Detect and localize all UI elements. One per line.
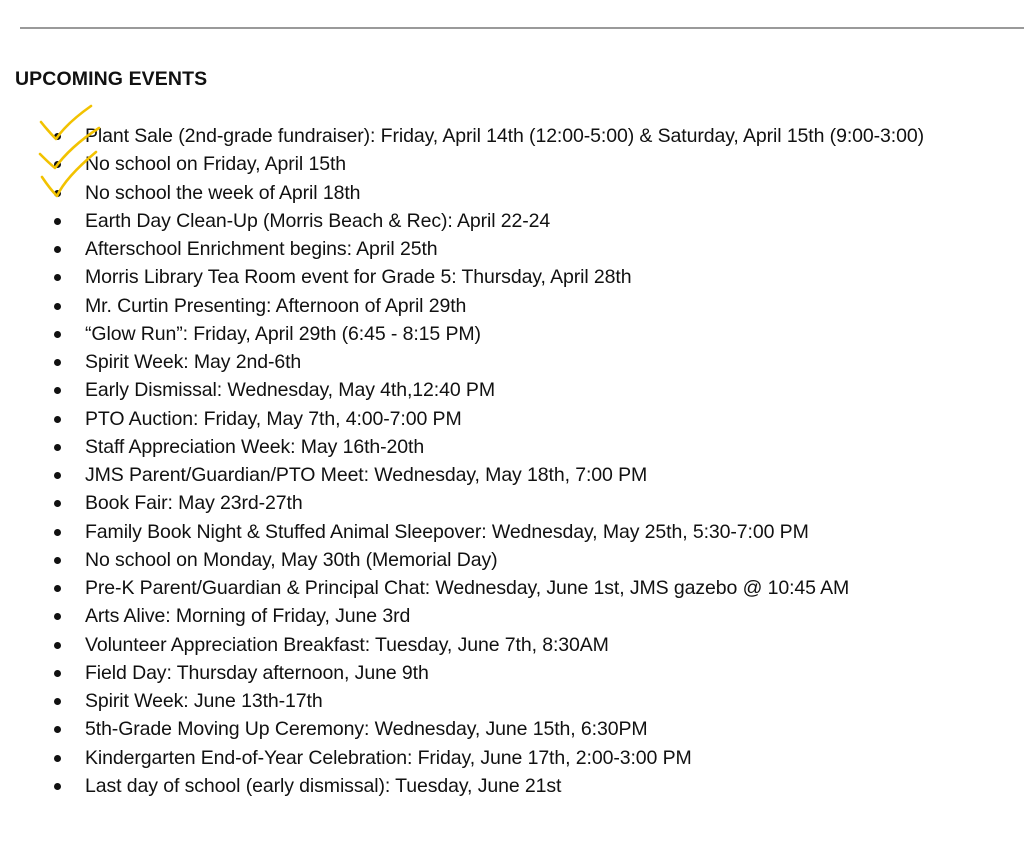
event-text: JMS Parent/Guardian/PTO Meet: Wednesday, May 18th, 7:00 PM [85,464,648,486]
bullet-icon [54,783,61,790]
event-text: Mr. Curtin Presenting: Afternoon of April 29th [85,294,467,317]
bullet-icon [54,133,61,140]
event-text: Morris Library Tea Room event for Grade 5: Thursday, April 28th [85,266,632,289]
bullet-icon [54,585,61,592]
event-text: Plant Sale (2nd-grade fundraiser): Friday, April 14th (12:00-5:00) & Saturday, April 15th (9:00-3:00) [85,125,924,147]
bullet-icon [54,529,61,536]
event-text: Arts Alive: Morning of Friday, June 3rd [85,605,411,628]
top-divider [20,27,1024,29]
event-text: Early Dismissal: Wednesday, May 4th,12:40 PM [85,379,495,402]
event-text: No school on Friday, April 15th [85,153,347,176]
event-text: Pre-K Parent/Guardian & Principal Chat: Wednesday, June 1st, JMS gazebo @ 10:45 AM [85,577,850,599]
event-text: Book Fair: May 23rd-27th [85,492,303,515]
event-text: Volunteer Appreciation Breakfast: Tuesday, June 7th, 8:30AM [85,633,609,656]
event-text: Afterschool Enrichment begins: April 25th [85,238,438,260]
event-text: Earth Day Clean-Up (Morris Beach & Rec): April 22-24 [85,209,551,232]
page-title: UPCOMING EVENTS [15,68,208,90]
bullet-icon [54,303,61,310]
bullet-icon [54,698,61,705]
bullet-icon [54,359,61,366]
bullet-icon [54,331,61,338]
bullet-icon [54,613,61,620]
bullet-icon [54,755,61,762]
bullet-icon [54,642,61,649]
checkmark-icon [41,106,91,139]
bullet-icon [54,218,61,225]
bullet-icon [54,416,61,423]
bullet-icon [54,387,61,394]
event-text: Spirit Week: June 13th-17th [85,690,323,712]
event-text: No school the week of April 18th [85,181,361,204]
bullet-icon [54,500,61,507]
event-text: 5th-Grade Moving Up Ceremony: Wednesday, June 15th, 6:30PM [85,718,648,741]
event-text: Staff Appreciation Week: May 16th-20th [85,435,425,458]
bullet-icon [54,726,61,733]
bullet-icon [54,190,61,197]
event-text: Spirit Week: May 2nd-6th [85,351,302,373]
bullet-icon [54,670,61,677]
bullet-icon [54,472,61,479]
bullet-icon [54,444,61,451]
event-text: Field Day: Thursday afternoon, June 9th [85,661,429,684]
event-text: Kindergarten End-of-Year Celebration: Friday, June 17th, 2:00-3:00 PM [85,746,692,769]
bullet-icon [54,246,61,253]
event-text: Last day of school (early dismissal): Tuesday, June 21st [85,774,562,797]
event-text: PTO Auction: Friday, May 7th, 4:00-7:00 PM [85,407,462,430]
event-text: Family Book Night & Stuffed Animal Sleepover: Wednesday, May 25th, 5:30-7:00 PM [85,520,809,543]
event-text: No school on Monday, May 30th (Memorial Day) [85,548,498,571]
bullet-icon [54,161,61,168]
bullet-icon [54,274,61,281]
bullet-icon [54,557,61,564]
event-text: “Glow Run”: Friday, April 29th (6:45 - 8:15 PM) [85,322,481,345]
